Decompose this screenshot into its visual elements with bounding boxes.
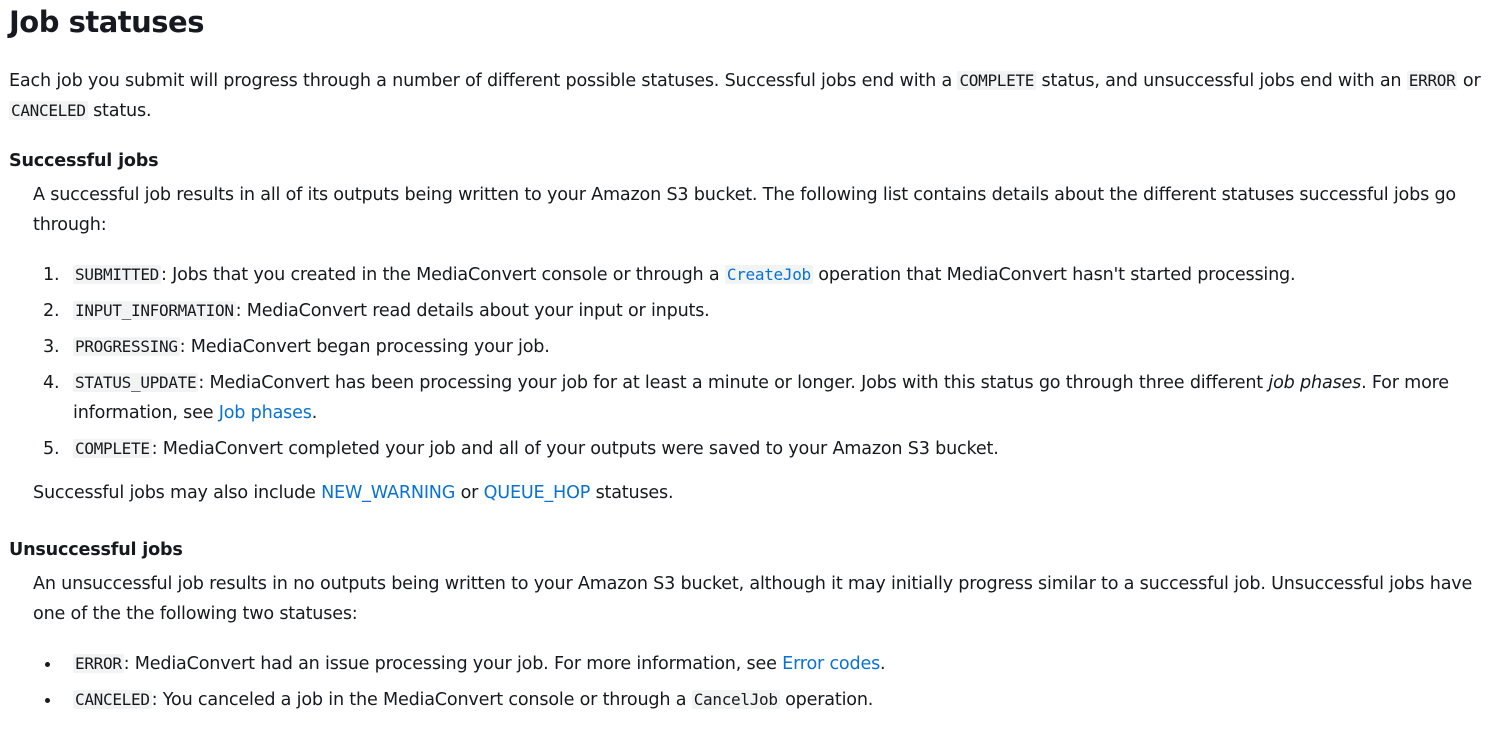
intro-paragraph [9, 66, 1489, 126]
footer-text: statuses. [595, 483, 674, 503]
list-item [33, 368, 1473, 428]
job-phases-link[interactable]: Job phases [218, 403, 312, 423]
footer-text: Successful jobs may also include [33, 483, 316, 503]
successful-jobs-section [33, 180, 1473, 508]
list-number: 5. [43, 439, 60, 459]
unsuccessful-jobs-description: An unsuccessful job results in no outputs being written to your Amazon S3 bucket, although it may initially progress similar to a successful job. Unsuccessful jobs have one of the the following two statuses: [33, 574, 1473, 624]
successful-jobs-description: A successful job results in all of its outputs being written to your Amazon S3 bucket. The following list contains details about the different statuses successful jobs go through: [33, 185, 1456, 235]
unsuccessful-jobs-section [33, 569, 1473, 721]
bullet-icon [45, 698, 50, 703]
list-item [33, 649, 1473, 679]
item-text: . [880, 654, 886, 674]
code-error: ERROR [1408, 71, 1456, 90]
successful-status-list [33, 260, 1473, 464]
code-submitted: SUBMITTED [75, 265, 159, 284]
new-warning-link[interactable]: NEW_WARNING [321, 483, 456, 503]
item-text: : MediaConvert had an issue processing your job. For more information, see [123, 654, 777, 674]
list-number: 4. [43, 373, 60, 393]
item-text: : MediaConvert began processing your job. [179, 337, 550, 357]
code-canceled: CANCELED [11, 101, 86, 120]
list-item [33, 685, 1473, 715]
successful-jobs-footer [33, 478, 1473, 508]
list-item [33, 434, 1473, 464]
code-canceled-status: CANCELED [75, 690, 150, 709]
list-number: 3. [43, 337, 60, 357]
footer-text: or [460, 483, 479, 503]
code-complete-status: COMPLETE [75, 439, 150, 458]
list-number: 1. [43, 265, 60, 285]
intro-text: status. [93, 101, 152, 121]
error-codes-link[interactable]: Error codes [782, 654, 881, 674]
list-item [33, 296, 1473, 326]
intro-text: status, and unsuccessful jobs end with an [1041, 71, 1402, 91]
code-status-update: STATUS_UPDATE [75, 373, 197, 392]
queue-hop-link[interactable]: QUEUE_HOP [483, 483, 591, 503]
unsuccessful-status-list [33, 649, 1473, 715]
code-error-status: ERROR [75, 654, 122, 673]
item-text: . [311, 403, 318, 423]
unsuccessful-jobs-heading: Unsuccessful jobs [9, 540, 183, 560]
item-text: : You canceled a job in the MediaConvert console or through a [151, 690, 687, 710]
item-text: : MediaConvert read details about your input or inputs. [235, 301, 710, 321]
item-text: . For more information, see [73, 373, 1449, 423]
item-text: operation that MediaConvert hasn't started processing. [818, 265, 1296, 285]
intro-text: Each job you submit will progress through a number of different possible statuses. Successful jobs end with a [9, 71, 953, 91]
code-input-information: INPUT_INFORMATION [75, 301, 234, 320]
item-text: : Jobs that you created in the MediaConvert console or through a [161, 265, 720, 285]
code-complete: COMPLETE [959, 71, 1035, 90]
list-item [33, 260, 1473, 290]
list-number: 2. [43, 301, 60, 321]
createjob-link[interactable]: CreateJob [726, 265, 811, 284]
bullet-icon [45, 662, 50, 667]
item-text: : MediaConvert completed your job and all of your outputs were saved to your Amazon S3 bucket. [151, 439, 999, 459]
item-emphasis: job phases [1268, 373, 1362, 393]
item-text: operation. [785, 690, 874, 710]
code-canceljob: CancelJob [693, 690, 778, 709]
list-item [33, 332, 1473, 362]
successful-jobs-heading: Successful jobs [9, 151, 159, 171]
code-progressing: PROGRESSING [75, 337, 178, 356]
page-title: Job statuses [9, 5, 204, 39]
item-text: : MediaConvert has been processing your job for at least a minute or longer. Jobs with this status go through three different [198, 373, 1264, 393]
intro-text: or [1462, 71, 1481, 91]
